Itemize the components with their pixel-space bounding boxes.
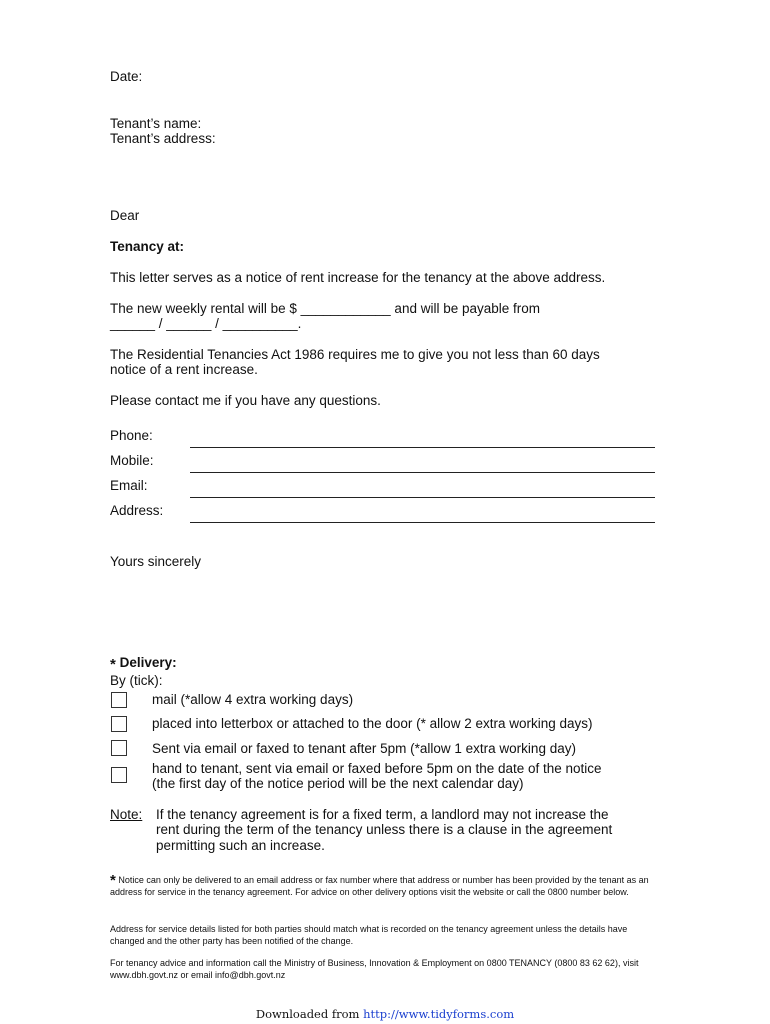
delivery-hand-label-line-1: hand to tenant, sent via email or faxed before 5pm on the date of the notice [152,761,602,776]
delivery-mail-checkbox[interactable] [111,692,127,708]
delivery-heading-text: Delivery: [119,655,177,670]
tenant-address-label: Tenant’s address: [110,131,216,146]
tenancy-at-heading: Tenancy at: [110,239,185,254]
act-line-2: notice of a rent increase. [110,362,258,377]
footer-prefix: Downloaded from [255,1007,360,1021]
act-line-1: The Residential Tenancies Act 1986 requires me to give you not less than 60 days [110,347,600,362]
footnote-address-service: Address for service details listed for both parties should match what is recorded on the tenancy agreement unless the details have changed and the other party has been notified of the change. [110,924,628,946]
delivery-letterbox-checkbox[interactable] [111,716,127,732]
rental-line-1: The new weekly rental will be $ ____________ and will be payable from [110,301,541,316]
footnote-notice [110,873,658,898]
download-footer [0,1007,770,1021]
mobile-field-line[interactable] [190,472,655,473]
closing: Yours sincerely [110,554,202,569]
email-field-line[interactable] [190,497,655,498]
delivery-hand-checkbox[interactable] [111,767,127,783]
tenant-name-label: Tenant’s name: [110,116,202,131]
note-line-3: permitting such an increase. [156,838,325,853]
notice-paragraph: This letter serves as a notice of rent increase for the tenancy at the above address. [110,270,606,285]
phone-field-line[interactable] [190,447,655,448]
delivery-letterbox-label: placed into letterbox or attached to the door (* allow 2 extra working days) [152,716,593,731]
delivery-hand-label-line-2: (the first day of the notice period will be the next calendar day) [152,776,524,791]
note-label: Note: [110,807,143,822]
footnote-asterisk: * [110,872,116,889]
delivery-email-after-5pm-label: Sent via email or faxed to tenant after 5pm (*allow 1 extra working day) [152,741,576,756]
footnote-tenancy-advice: For tenancy advice and information call the Ministry of Business, Innovation & Employment on 0800 TENANCY (0800 83 62 62), visit www.dbh.govt.nz or email info@dbh.govt.nz [110,958,639,980]
date-label: Date: [110,69,143,84]
footer-link[interactable]: http://www.tidyforms.com [363,1007,515,1021]
footnote-notice-text: Notice can only be delivered to an email address or fax number where that address or number has been provided by the tenant as an address for service in the tenancy agreement. For advice on other delivery options visit the website or call the 0800 number below. [110,875,649,897]
mobile-label: Mobile: [110,453,154,468]
note-line-2: rent during the term of the tenancy unless there is a clause in the agreement [156,822,613,837]
phone-label: Phone: [110,428,153,443]
delivery-asterisk: * [110,656,116,673]
delivery-mail-label: mail (*allow 4 extra working days) [152,692,354,707]
delivery-heading [110,655,177,671]
salutation: Dear [110,208,140,223]
rental-line-2: ______ / ______ / __________. [110,316,302,331]
address-field-line[interactable] [190,522,655,523]
note-line-1: If the tenancy agreement is for a fixed term, a landlord may not increase the [156,807,609,822]
address-label: Address: [110,503,164,518]
email-label: Email: [110,478,148,493]
by-tick-label: By (tick): [110,673,163,688]
contact-paragraph: Please contact me if you have any questions. [110,393,381,408]
delivery-email-after-5pm-checkbox[interactable] [111,740,127,756]
